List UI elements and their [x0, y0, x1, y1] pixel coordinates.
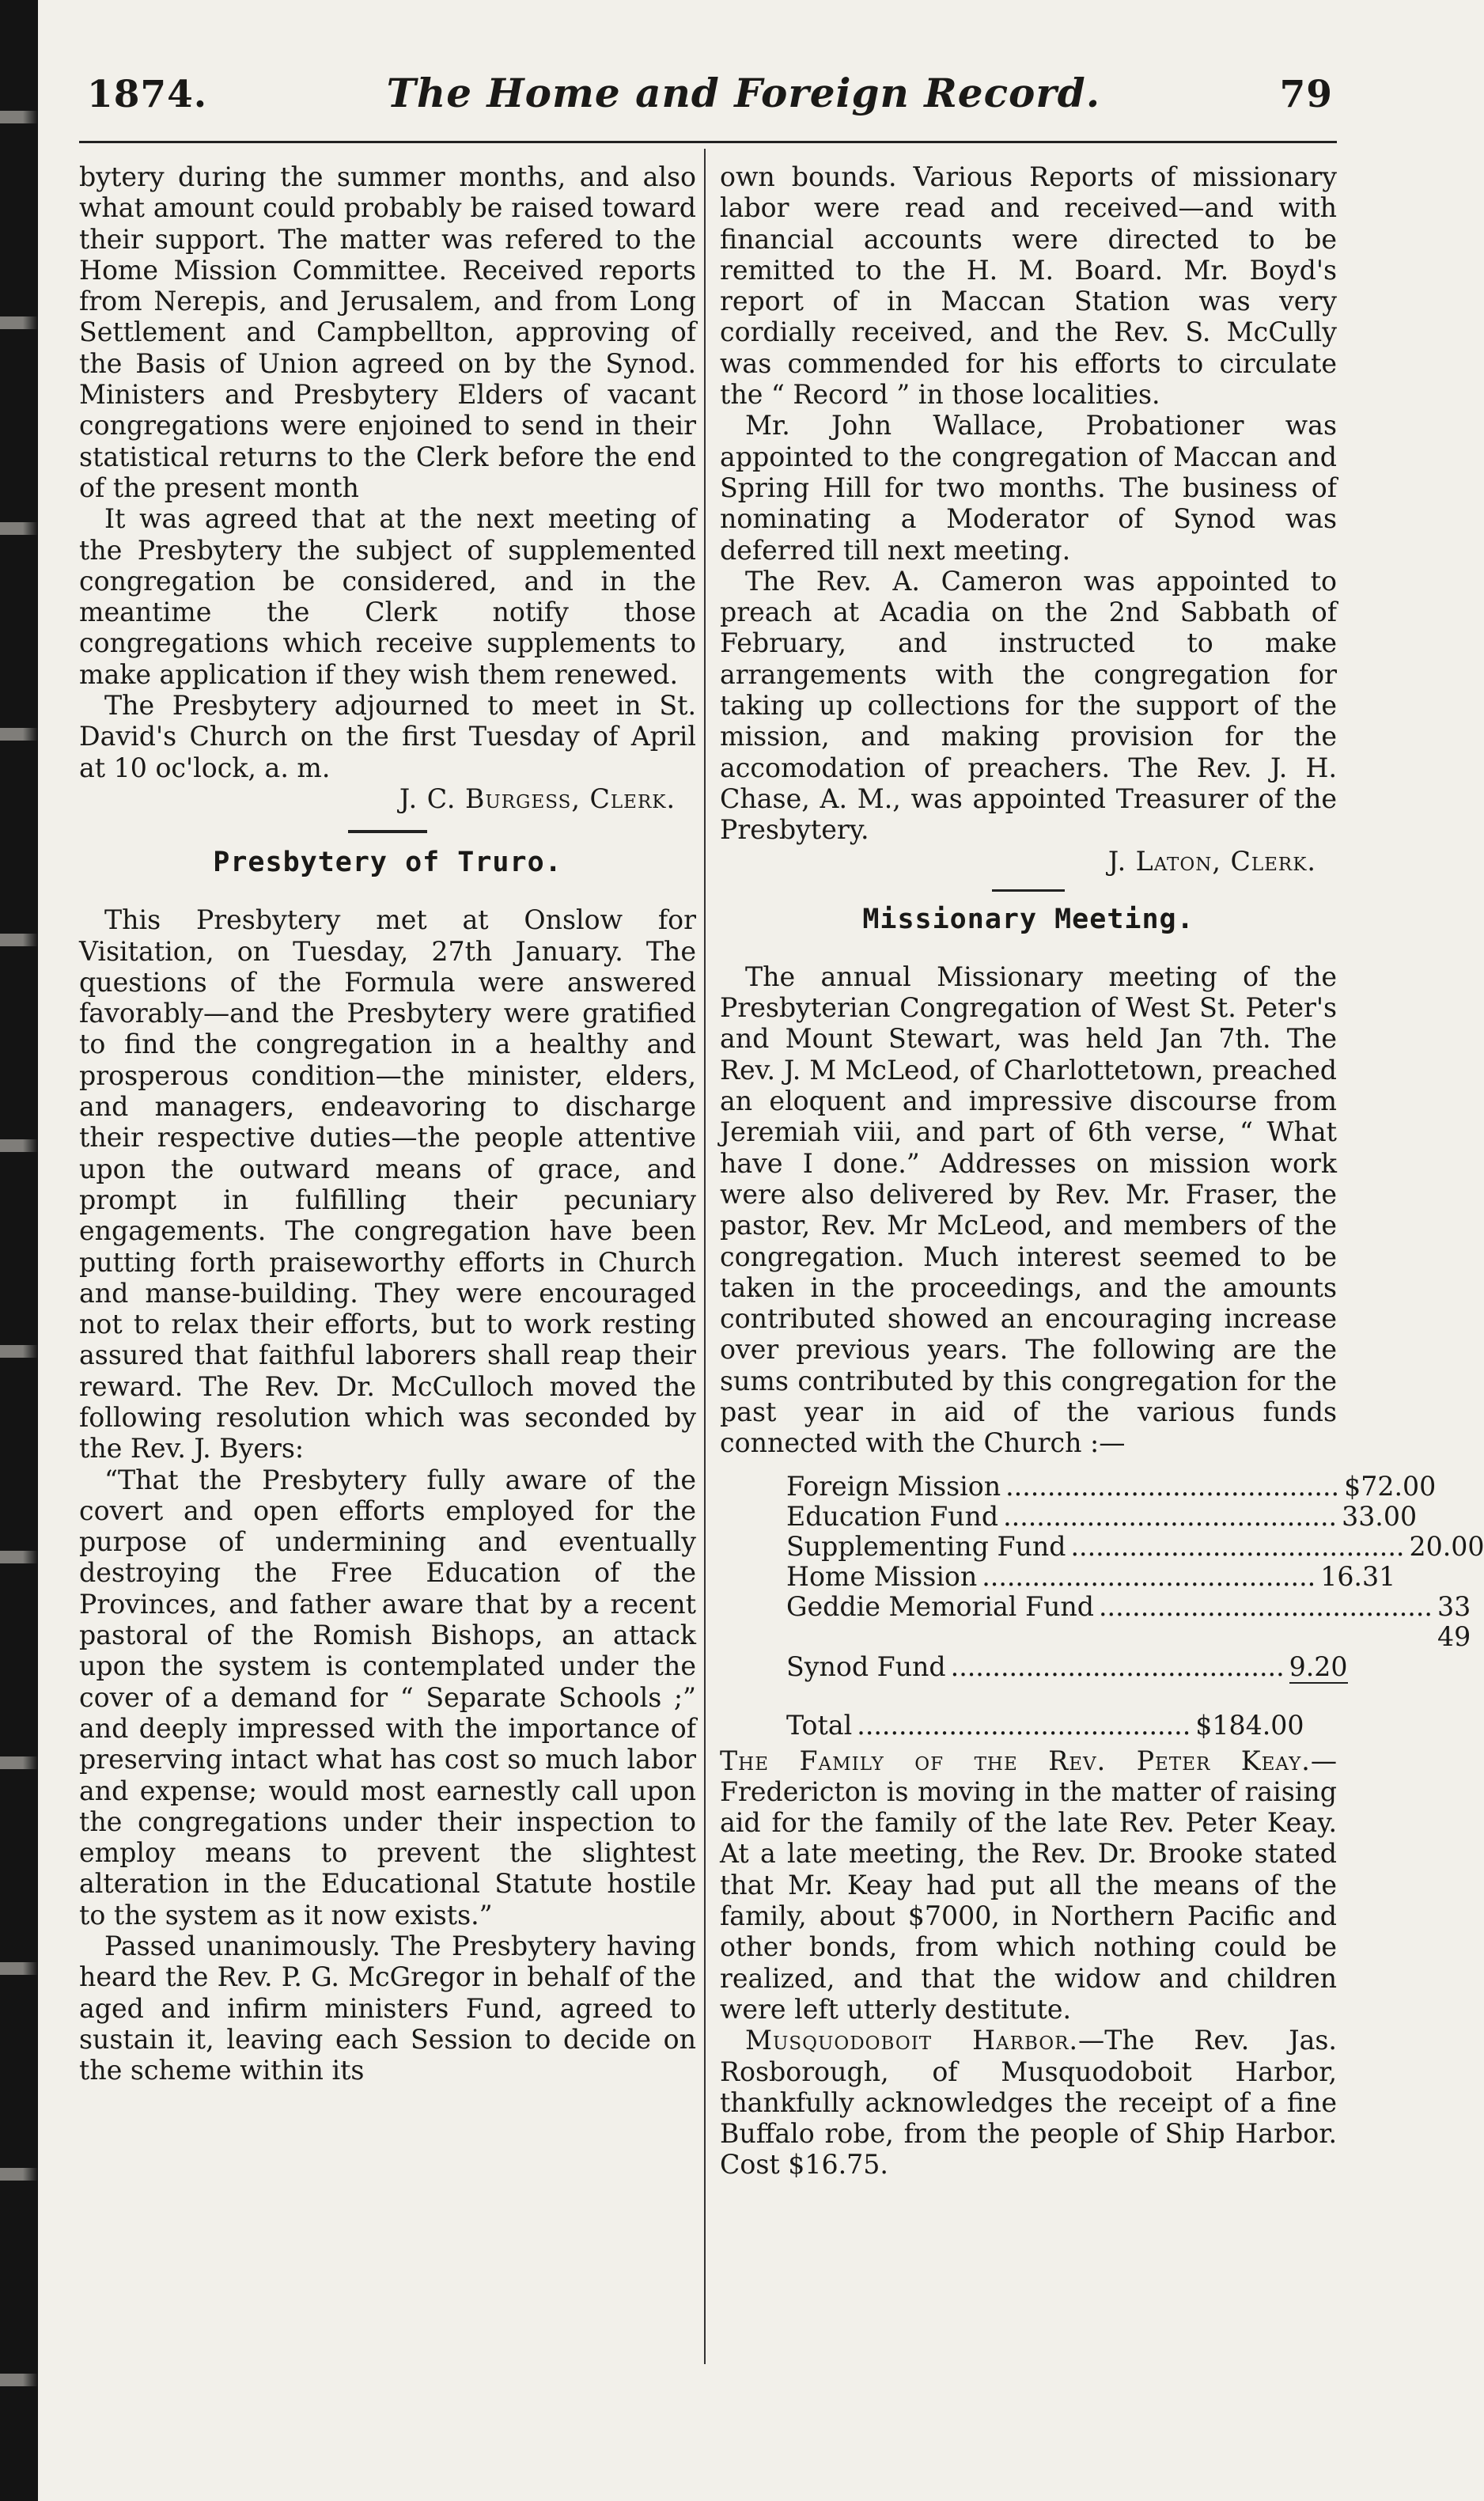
- fund-amount: $72.00: [1344, 1470, 1437, 1502]
- resolution-quote: “That the Presbytery fully aware of the covert and open efforts employed for the purpose of undermining and eventually destroying the Free Education of the Provinces, and father aware that by a recent pastoral of the Romish Bishops, an attack upon the system is contemplated under the cover of a demand for “ Separate Schools ;” and deeply impressed with the importance of preserving intact what has cost so much labor and expense; would most earnestly call upon the congregations under their inspection to employ means to prevent the slightest alteration in the Educational Statute hostile to the system as it now exists.”: [79, 1464, 696, 1931]
- fund-amount: 33.00: [1342, 1500, 1418, 1532]
- header-year: 1874.: [87, 73, 208, 116]
- fund-name: Home Mission: [786, 1560, 978, 1592]
- leader-dots: ........................................: [982, 1560, 1316, 1592]
- paragraph: own bounds. Various Reports of missionary labor were read and received—and with financial accounts were directed to be remitted to the H. M. Board. Mr. Boyd's report of in Maccan Station was very cordially received, and the Rev. S. McCully was commended for his efforts to circulate the “ Record ” in those localities.: [720, 161, 1337, 411]
- fund-amount: 20.00: [1409, 1530, 1484, 1562]
- section-divider: [348, 830, 427, 833]
- fund-amount: 16.31: [1320, 1560, 1396, 1592]
- right-column: [720, 161, 1484, 2181]
- signature-laton: J. Laton, Clerk.: [1107, 845, 1316, 877]
- paragraph: The Presbytery adjourned to meet in St. David's Church on the first Tuesday of April at 10 oc'lock, a. m.: [79, 690, 696, 783]
- paragraph: The Rev. A. Cameron was appointed to preach at Acadia on the 2nd Sabbath of February, and instructed to make arrangements with the congregation for taking up collections for the support of the mission, and making provision for the accomodation of preachers. The Rev. J. H. Chase, A. M., was appointed Treasurer of the Presbytery.: [720, 565, 1337, 846]
- paragraph: The annual Missionary meeting of the Presbyterian Congregation of West St. Peter's and Mount Stewart, was held Jan 7th. The Rev. J. M McLeod, of Charlottetown, preached an eloquent and impressive discourse from Jeremiah viii, and part of 6th verse, “ What have I done.” Addresses on mission work were also delivered by Rev. Mr. Fraser, the pastor, Rev. Mr McLeod, and members of the congregation. Much interest seemed to be taken in the proceedings, and the amounts contributed showed an encouraging increase over previous years. The following are the sums contributed by this congregation for the past year in aid of the various funds connected with the Church :—: [720, 961, 1337, 1459]
- paragraph: It was agreed that at the next meeting of the Presbytery the subject of supplemented congregation be considered, and in the meantime the Clerk notify those congregations which receive supplements to make application if they wish them renewed.: [79, 503, 696, 690]
- notice-keay-text: —Fredericton is moving in the matter of raising aid for the family of the late Rev. Peter Keay. At a late meeting, the Rev. Dr. Brooke stated that Mr. Keay had put all the means of the family, about $7000, in Northern Pacific and other bonds, from which nothing could be realized, and that the widow and children were left utterly destitute.: [720, 1745, 1337, 2025]
- fund-row: [786, 1590, 1471, 1652]
- notice-keay-heading: The Family of the Rev. Peter Keay.: [720, 1745, 1311, 1776]
- fund-row: [786, 1470, 1437, 1502]
- fund-name: Foreign Mission: [786, 1470, 1001, 1502]
- paragraph: bytery during the summer months, and also what amount could probably be raised toward their support. The matter was refered to the Home Mission Committee. Received reports from Nerepis, and Jerusalem, and from Long Settlement and Campbellton, approving of the Basis of Union agreed on by the Synod. Ministers and Presbytery Elders of vacant congregations were enjoined to send in their statistical returns to the Clerk before the end of the present month: [79, 161, 696, 503]
- fund-total-row: [786, 1709, 1304, 1741]
- header-rule: [79, 141, 1337, 143]
- notice-musquodoboit-text: —The Rev. Jas. Rosborough, of Musquodoboit Harbor, thankfully acknowledges the receipt of a fine Buffalo robe, from the people of Ship Harbor. Cost $16.75.: [720, 2025, 1337, 2181]
- paragraph: This Presbytery met at Onslow for Visitation, on Tuesday, 27th January. The questions of the Formula were answered favorably—and the Presbytery were gratified to find the congregation in a healthy and prosperous condition—the minister, elders, and managers, endeavoring to discharge their respective duties—the people attentive upon the outward means of grace, and prompt in fulfilling their pecuniary engagements. The congregation have been putting forth praiseworthy efforts in Church and manse-building. They were encouraged not to relax their efforts, but to work resting assured that faithful laborers shall reap their reward. The Rev. Dr. McCulloch moved the following resolution which was seconded by the Rev. J. Byers:: [79, 904, 696, 1465]
- fund-amount: 33 49: [1437, 1590, 1471, 1652]
- leader-dots: ........................................: [1003, 1500, 1338, 1532]
- leader-dots: ........................................: [857, 1709, 1191, 1741]
- left-column: [79, 161, 696, 2086]
- leader-dots: ........................................: [1070, 1530, 1405, 1562]
- leader-dots: ........................................: [950, 1650, 1285, 1682]
- total-label: Total: [786, 1709, 853, 1741]
- section-heading-truro: Presbytery of Truro.: [213, 847, 562, 879]
- header-title: The Home and Foreign Record.: [386, 70, 1101, 116]
- leader-dots: ........................................: [1005, 1470, 1340, 1502]
- notice-keay: [720, 1745, 1337, 2025]
- fund-row: [786, 1650, 1348, 1684]
- paragraph: Passed unanimously. The Presbytery having heard the Rev. P. G. McGregor in behalf of the aged and infirm ministers Fund, agreed to sustain it, leaving each Session to decide on the scheme within its: [79, 1931, 696, 2086]
- notice-musquodoboit-heading: Musquodoboit Harbor.: [745, 2025, 1079, 2056]
- fund-row: [786, 1530, 1484, 1562]
- fund-name: Synod Fund: [786, 1650, 946, 1682]
- fund-row: [786, 1500, 1418, 1532]
- column-divider: [704, 149, 706, 2364]
- fund-row: [786, 1560, 1396, 1592]
- leader-dots: ........................................: [1098, 1590, 1433, 1622]
- paragraph: Mr. John Wallace, Probationer was appointed to the congregation of Maccan and Spring Hill for two months. The business of nominating a Moderator of Synod was deferred till next meeting.: [720, 410, 1337, 566]
- signature-burgess: J. C. Burgess, Clerk.: [399, 783, 676, 814]
- total-amount: $184.00: [1195, 1709, 1304, 1741]
- section-divider: [992, 889, 1065, 892]
- fund-name: Education Fund: [786, 1500, 999, 1532]
- section-heading-missionary-meeting: Missionary Meeting.: [862, 903, 1194, 935]
- running-header: [87, 70, 1333, 133]
- page-binding-edge: [0, 0, 38, 2501]
- fund-name: Geddie Memorial Fund: [786, 1590, 1094, 1622]
- fund-amount: 9.20: [1289, 1650, 1348, 1682]
- notice-musquodoboit: [720, 2025, 1337, 2180]
- funds-table: [786, 1470, 1484, 1741]
- header-page-number: 79: [1279, 73, 1333, 116]
- fund-name: Supplementing Fund: [786, 1530, 1066, 1562]
